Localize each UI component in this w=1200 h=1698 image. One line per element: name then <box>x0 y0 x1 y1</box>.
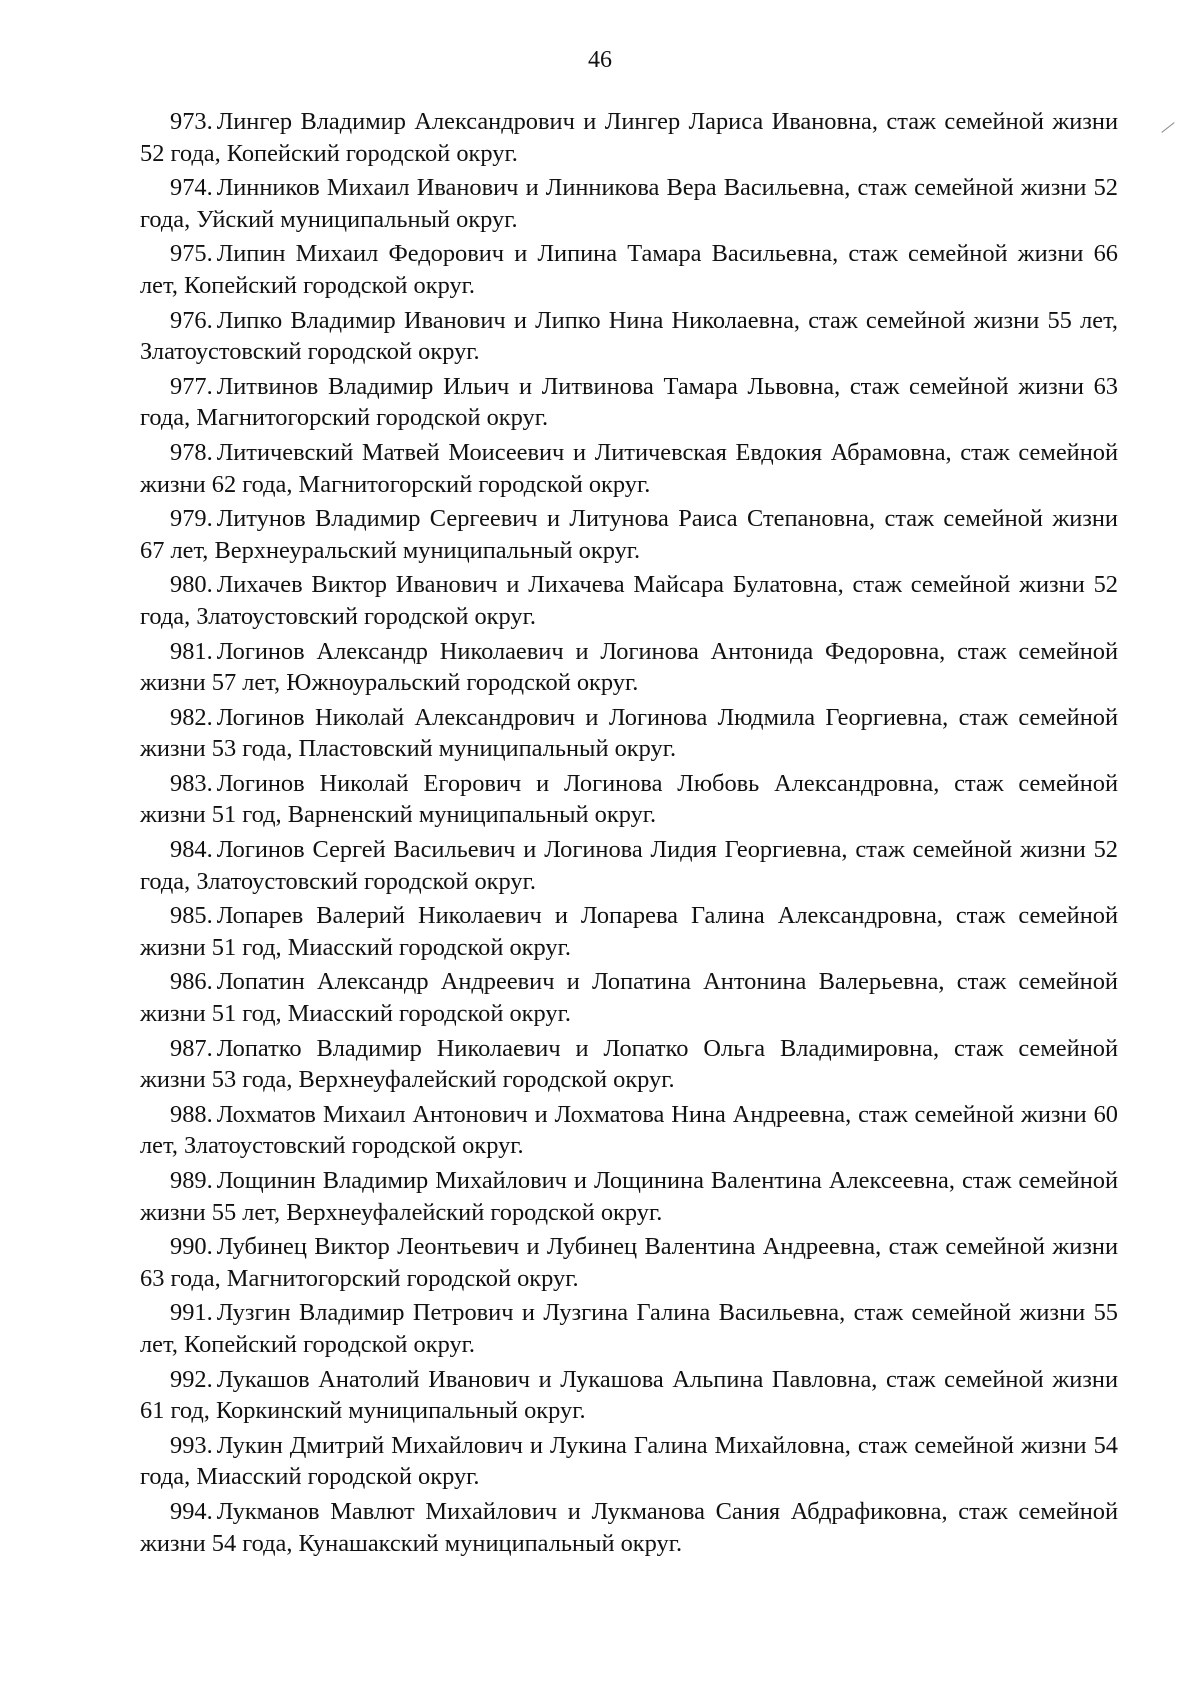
list-item <box>140 371 1118 434</box>
entry-number: 973. <box>170 108 213 135</box>
entry-text: Лингер Владимир Александрович и Лингер Лариса Ивановна, стаж семейной жизни 52 года, Копейский городской округ. <box>140 108 1118 167</box>
page-number: 46 <box>588 47 612 73</box>
entry-number: 989. <box>170 1167 213 1194</box>
list-item <box>140 1496 1118 1559</box>
entry-number: 983. <box>170 769 213 797</box>
entry-number: 975. <box>170 240 213 268</box>
list-item <box>140 834 1118 897</box>
entry-number: 991. <box>170 1299 213 1327</box>
list-item <box>140 1033 1118 1096</box>
list-item <box>140 503 1118 566</box>
entry-text: Логинов Николай Александрович и Логинова Людмила Георгиевна, стаж семейной жизни 53 года, Пластовский муниципальный округ. <box>140 703 1118 763</box>
entry-text: Липин Михаил Федорович и Липина Тамара Васильевна, стаж семейной жизни 66 лет, Копейский городской округ. <box>140 240 1118 299</box>
entry-number: 976. <box>170 306 213 334</box>
entry-text: Литунов Владимир Сергеевич и Литунова Раиса Степановна, стаж семейной жизни 67 лет, Верхнеуральский муниципальный округ. <box>140 505 1118 564</box>
entry-text: Логинов Александр Николаевич и Логинова Антонида Федоровна, стаж семейной жизни 57 лет, Южноуральский городской округ. <box>140 637 1118 697</box>
list-item <box>140 636 1118 699</box>
list-item <box>140 238 1118 301</box>
entry-number: 990. <box>170 1233 213 1261</box>
entry-text: Липко Владимир Иванович и Липко Нина Николаевна, стаж семейной жизни 55 лет, Златоустовский городской округ. <box>140 306 1118 366</box>
entry-number: 977. <box>170 372 213 400</box>
scan-mark <box>1161 122 1174 133</box>
entry-number: 974. <box>170 174 213 202</box>
entry-number: 982. <box>170 703 213 731</box>
entry-text: Линников Михаил Иванович и Линникова Вера Васильевна, стаж семейной жизни 52 года, Уйский муниципальный округ. <box>140 174 1118 233</box>
entry-number: 994. <box>170 1497 213 1525</box>
entry-number: 988. <box>170 1100 213 1128</box>
entry-number: 993. <box>170 1431 213 1459</box>
entry-text: Лукманов Мавлют Михайлович и Лукманова Сания Абдрафиковна, стаж семейной жизни 54 года, Кунашакский муниципальный округ. <box>140 1497 1118 1557</box>
list-item <box>140 768 1118 831</box>
entry-text: Лузгин Владимир Петрович и Лузгина Галина Васильевна, стаж семейной жизни 55 лет, Копейский городской округ. <box>140 1299 1118 1358</box>
entry-text: Лукин Дмитрий Михайлович и Лукина Галина Михайловна, стаж семейной жизни 54 года, Миасский городской округ. <box>140 1431 1118 1491</box>
entry-text: Литвинов Владимир Ильич и Литвинова Тамара Львовна, стаж семейной жизни 63 года, Магнитогорский городской округ. <box>140 372 1118 432</box>
list-item <box>140 305 1118 368</box>
entry-number: 986. <box>170 968 213 996</box>
entry-text: Логинов Сергей Васильевич и Логинова Лидия Георгиевна, стаж семейной жизни 52 года, Златоустовский городской округ. <box>140 836 1118 895</box>
entry-text: Лопатко Владимир Николаевич и Лопатко Ольга Владимировна, стаж семейной жизни 53 года, Верхнеуфалейский городской округ. <box>140 1034 1118 1094</box>
entry-text: Лохматов Михаил Антонович и Лохматова Нина Андреевна, стаж семейной жизни 60 лет, Златоустовский городской округ. <box>140 1100 1118 1160</box>
list-item <box>140 437 1118 500</box>
entry-text: Лощинин Владимир Михайлович и Лощинина Валентина Алексеевна, стаж семейной жизни 55 лет, Верхнеуфалейский городской округ. <box>140 1167 1118 1226</box>
list-item <box>140 1297 1118 1360</box>
list-item <box>140 1165 1118 1228</box>
list-item <box>140 702 1118 765</box>
entry-text: Лопатин Александр Андреевич и Лопатина Антонина Валерьевна, стаж семейной жизни 51 год, Миасский городской округ. <box>140 968 1118 1028</box>
list-item <box>140 966 1118 1029</box>
list-item <box>140 1430 1118 1493</box>
list-item <box>140 569 1118 632</box>
list-item <box>140 172 1118 235</box>
entry-text: Логинов Николай Егорович и Логинова Любовь Александровна, стаж семейной жизни 51 год, Варненский муниципальный округ. <box>140 769 1118 829</box>
entry-number: 981. <box>170 637 213 665</box>
entry-number: 979. <box>170 505 213 533</box>
list-item <box>140 106 1118 169</box>
entry-number: 978. <box>170 438 213 466</box>
list-item <box>140 1231 1118 1294</box>
list-item <box>140 1364 1118 1427</box>
entry-number: 987. <box>170 1034 213 1062</box>
entries-list <box>140 106 1118 1562</box>
entry-text: Лихачев Виктор Иванович и Лихачева Майсара Булатовна, стаж семейной жизни 52 года, Златоустовский городской округ. <box>140 571 1118 630</box>
list-item <box>140 1099 1118 1162</box>
entry-text: Лубинец Виктор Леонтьевич и Лубинец Валентина Андреевна, стаж семейной жизни 63 года, Магнитогорский городской округ. <box>140 1233 1118 1292</box>
entry-number: 984. <box>170 836 213 864</box>
entry-text: Лукашов Анатолий Иванович и Лукашова Альпина Павловна, стаж семейной жизни 61 год, Коркинский муниципальный округ. <box>140 1365 1118 1425</box>
entry-text: Литичевский Матвей Моисеевич и Литичевская Евдокия Абрамовна, стаж семейной жизни 62 года, Магнитогорский городской округ. <box>140 438 1118 498</box>
entry-number: 980. <box>170 571 213 599</box>
entry-number: 992. <box>170 1365 213 1393</box>
entry-text: Лопарев Валерий Николаевич и Лопарева Галина Александровна, стаж семейной жизни 51 год, Миасский городской округ. <box>140 902 1118 961</box>
list-item <box>140 900 1118 963</box>
entry-number: 985. <box>170 902 213 930</box>
